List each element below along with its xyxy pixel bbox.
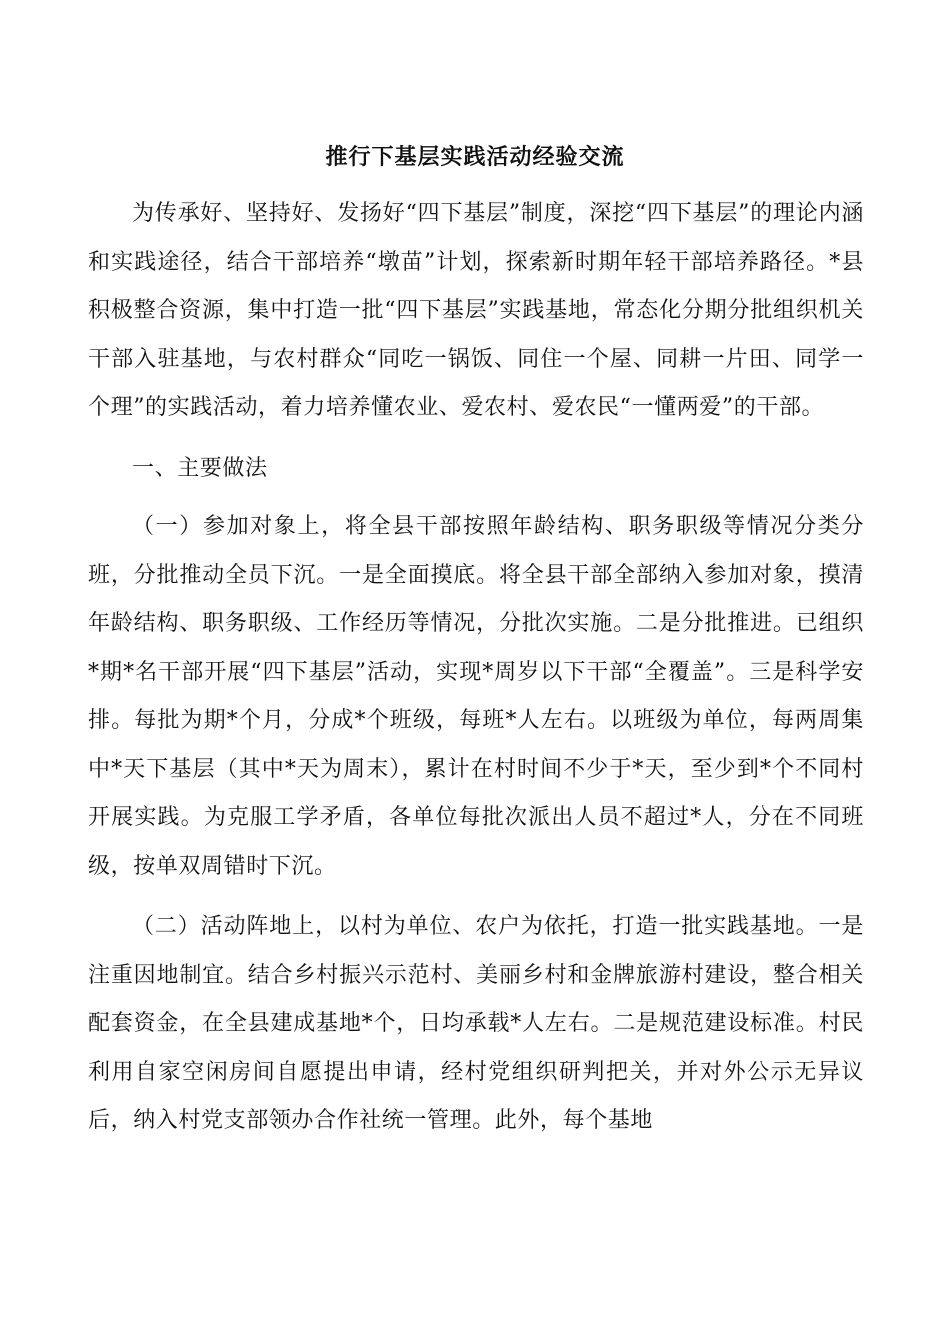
document-title: 推行下基层实践活动经验交流 [325, 145, 625, 170]
paragraph-activity-bases: （二）活动阵地上，以村为单位、农户为依托，打造一批实践基地。一是注重因地制宜。结合乡村振兴示范村、美丽乡村和金牌旅游村建设，整合相关配套资金，在全县建成基地*个，日均承载*人左右。二是规范建设标准。村民利用自家空闲房间自愿提出申请，经村党组织研判把关，并对外公示无异议后，纳入村党支部领办合作社统一管理。此外，每个基地 [88, 914, 864, 1133]
intro-paragraph: 为传承好、坚持好、发扬好“四下基层”制度，深挖“四下基层”的理论内涵和实践途径，结合干部培养“墩苗”计划，探索新时期年轻干部培养路径。*县积极整合资源，集中打造一批“四下基层”实践基地，常态化分期分批组织机关干部入驻基地，与农村群众“同吃一锅饭、同住一个屋、同耕一片田、同学一个理”的实践活动，着力培养懂农业、爱农村、爱农民“一懂两爱”的干部。 [88, 201, 864, 420]
paragraph-participants: （一）参加对象上，将全县干部按照年龄结构、职务职级等情况分类分班，分批推动全员下沉。一是全面摸底。将全县干部全部纳入参加对象，摸清年龄结构、职务职级、工作经历等情况，分批次实施。二是分批推进。已组织*期*名干部开展“四下基层”活动，实现*周岁以下干部“全覆盖”。三是科学安排。每批为期*个月，分成*个班级，每班*人左右。以班级为单位，每两周集中*天下基层（其中*天为周末），累计在村时间不少于*天，至少到*个不同村开展实践。为克服工学矛盾，各单位每批次派出人员不超过*人，分在不同班级，按单双周错时下沉。 [88, 514, 864, 879]
section-heading-main-practices: 一、主要做法 [132, 455, 268, 481]
document-body [88, 190, 864, 1146]
